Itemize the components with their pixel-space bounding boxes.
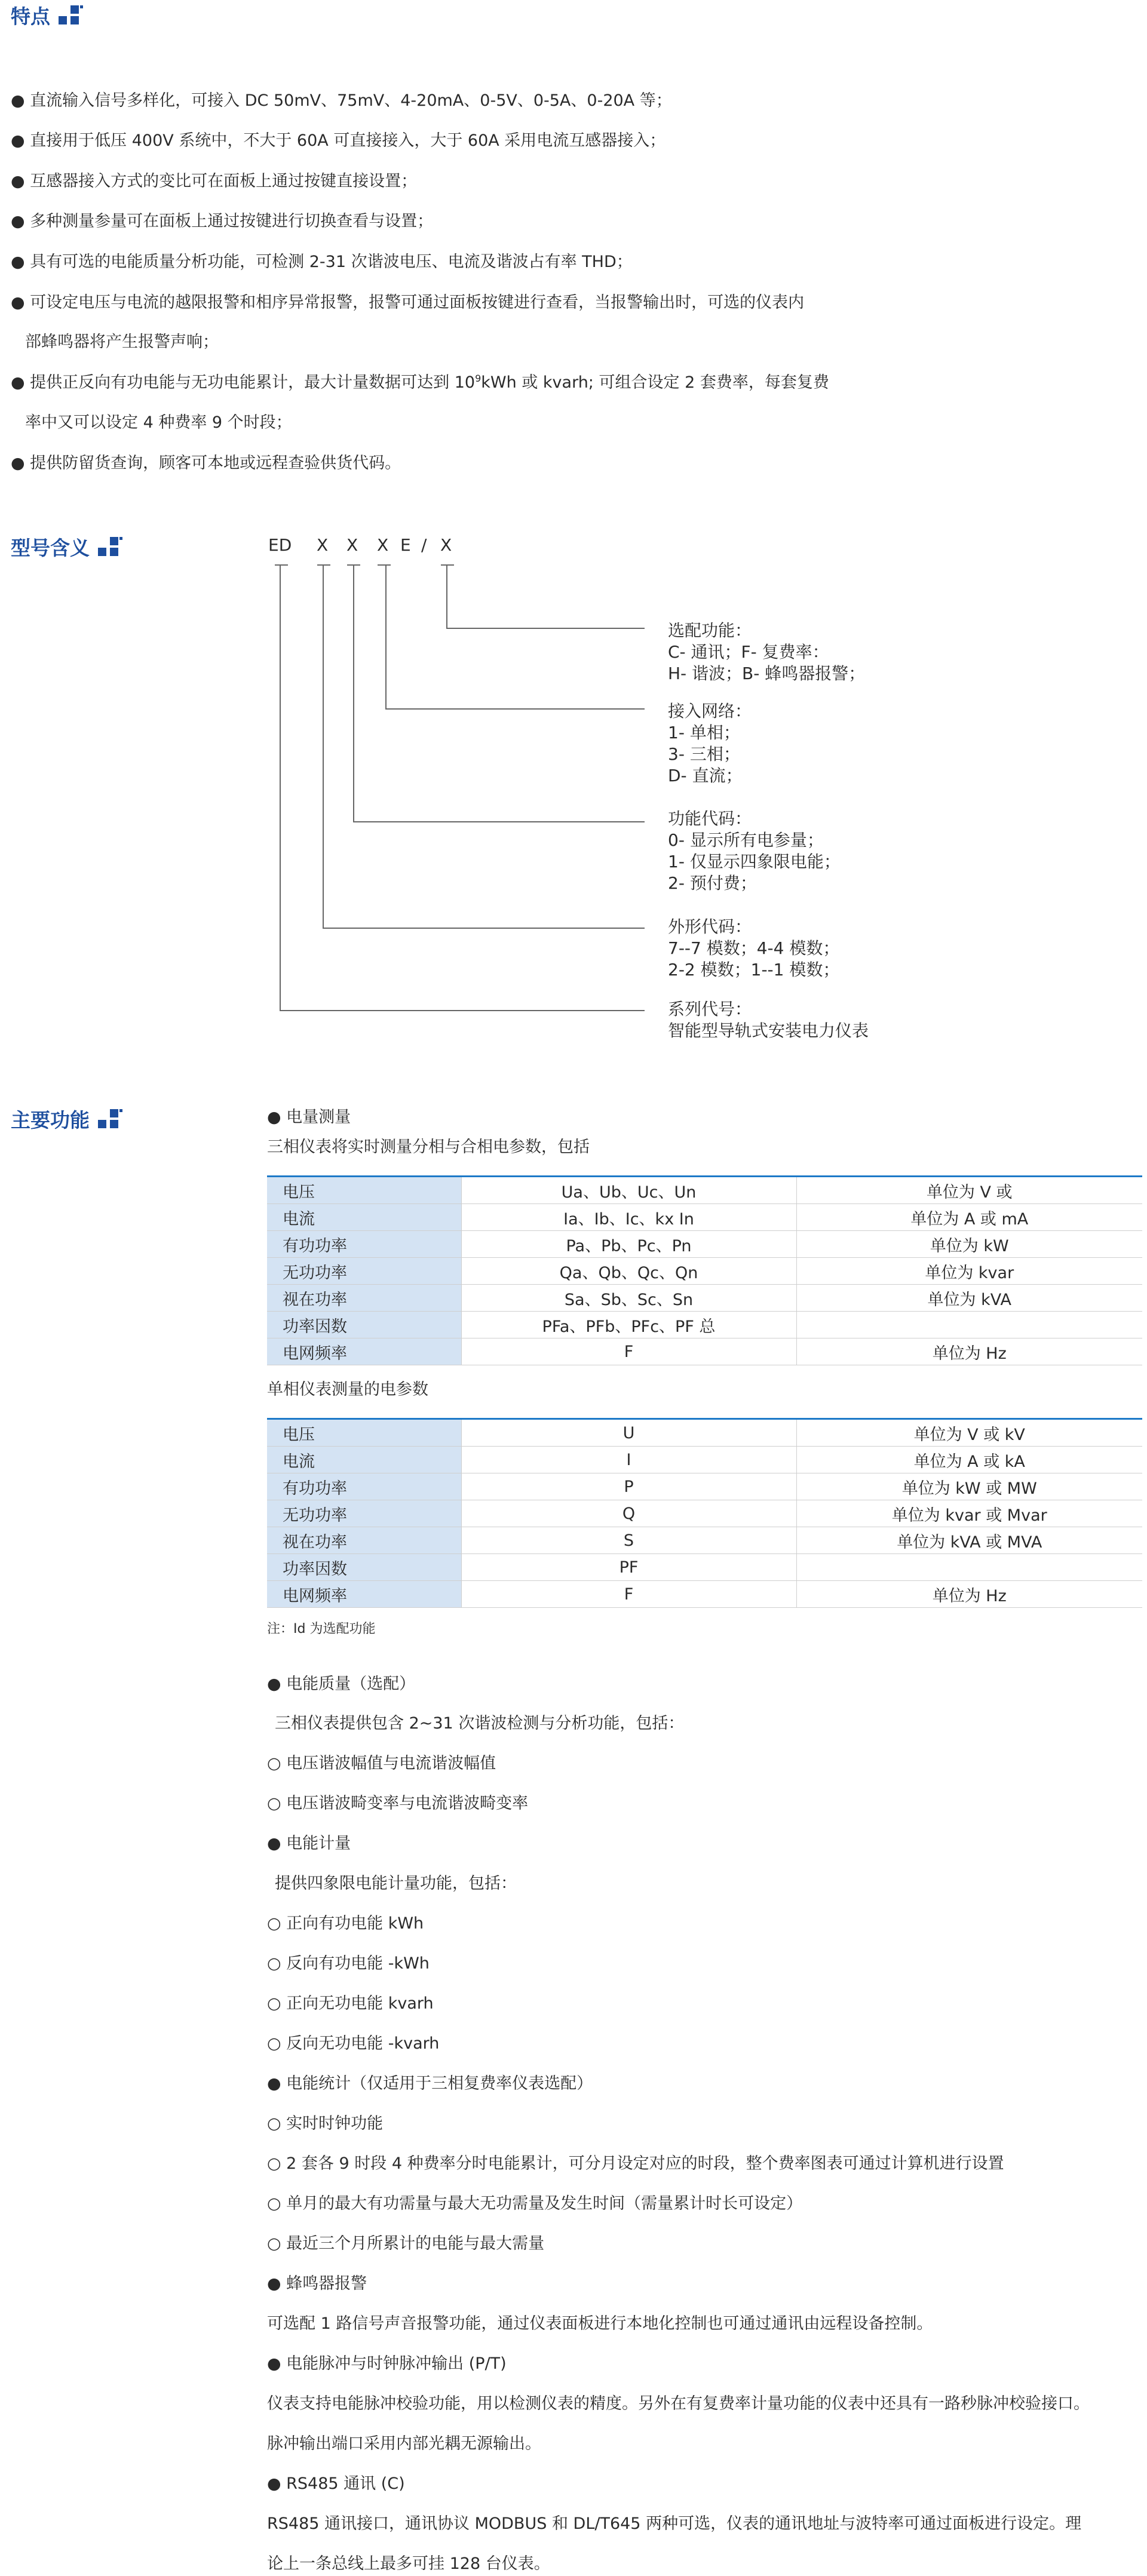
function-line: ○ 反向无功电能 -kvarh bbox=[267, 2034, 440, 2053]
table-row: 视在功率 S 单位为 kVA 或 MVA bbox=[267, 1527, 1142, 1554]
function-line: ● 电能质量（选配） bbox=[267, 1675, 416, 1693]
feature-item: ● 提供防留货查询，顾客可本地或远程查验供货代码。 bbox=[11, 454, 401, 472]
annotation-series-code: 系列代号： 智能型导轨式安装电力仪表 bbox=[668, 999, 869, 1040]
table-note: 注：Id 为选配功能 bbox=[267, 1622, 376, 1637]
annotation-shape-code: 外形代码： 7--7 模数；4-4 模数； 2-2 模数；1--1 模数； bbox=[668, 917, 840, 980]
table-row: 功率因数 PFa、PFb、PFc、PF 总 bbox=[267, 1312, 1142, 1338]
function-line: ○ 正向有功电能 kWh bbox=[267, 1914, 424, 1933]
features-title: 特点 bbox=[11, 1, 82, 29]
feature-item: ● 互感器接入方式的变比可在面板上通过按键直接设置； bbox=[11, 172, 418, 191]
feature-item: ● 提供正反向有功电能与无功电能累计，最大计量数据可达到 $10^9kWh$ 或 kvarh; 可组合设定 2 套费率，每套复费 bbox=[11, 373, 829, 392]
function-line: ○ 电压谐波幅值与电流谐波幅值 bbox=[267, 1754, 496, 1773]
single-phase-table bbox=[267, 1418, 1142, 1608]
annotation-options: 选配功能： C- 通讯；F- 复费率： H- 谐波；B- 蜂鸣器报警； bbox=[668, 621, 866, 683]
function-line: 仪表支持电能脉冲校验功能，用以检测仪表的精度。另外在有复费率计量功能的仪表中还具有一路秒脉冲校验接口。 bbox=[267, 2394, 1090, 2413]
function-line: ● 蜂鸣器报警 bbox=[267, 2274, 367, 2293]
feature-item: ● 可设定电压与电流的越限报警和相序异常报警，报警可通过面板按键进行查看，当报警输出时，可选的仪表内 bbox=[11, 293, 805, 312]
feature-item: ● 直流输入信号多样化，可接入 DC 50mV、75mV、4-20mA、0-5V、0-5A、0-20A 等； bbox=[11, 91, 672, 110]
function-line: ● 电能统计（仅适用于三相复费率仪表选配） bbox=[267, 2074, 593, 2093]
function-line: 三相仪表提供包含 2~31 次谐波检测与分析功能，包括： bbox=[275, 1714, 685, 1733]
function-line: ● 电能计量 bbox=[267, 1834, 351, 1853]
three-phase-desc: 三相仪表将实时测量分相与合相电参数，包括 bbox=[267, 1138, 590, 1156]
table-row: 视在功率 Sa、Sb、Sc、Sn 单位为 kVA bbox=[267, 1285, 1142, 1312]
table-row: 功率因数 PF bbox=[267, 1554, 1142, 1581]
table-row: 电压 U 单位为 V 或 kV bbox=[267, 1419, 1142, 1447]
feature-item-cont: 部蜂鸣器将产生报警声响； bbox=[25, 333, 219, 351]
function-line: ○ 正向无功电能 kvarh bbox=[267, 1994, 434, 2013]
function-line: ● 电能脉冲与时钟脉冲输出 (P/T) bbox=[267, 2354, 507, 2373]
function-line: ○ 单月的最大有功需量与最大无功需量及发生时间（需量累计时长可设定） bbox=[267, 2194, 803, 2213]
function-line: ○ 电压谐波畸变率与电流谐波畸变率 bbox=[267, 1794, 529, 1813]
single-phase-desc: 单相仪表测量的电参数 bbox=[267, 1380, 428, 1399]
function-line: ○ 2 套各 9 时段 4 种费率分时电能累计，可分月设定对应的时段，整个费率图表可通过计算机进行设置 bbox=[267, 2154, 1004, 2173]
function-line: ○ 最近三个月所累计的电能与最大需量 bbox=[267, 2234, 545, 2253]
table-row: 有功功率 P 单位为 kW 或 MW bbox=[267, 1473, 1142, 1500]
model-title: 型号含义 bbox=[11, 533, 122, 561]
function-line: 论上一条总线上最多可挂 128 台仪表。 bbox=[267, 2554, 550, 2573]
annotation-function-code: 功能代码： 0- 显示所有电参量； 1- 仅显示四象限电能； 2- 预付费； bbox=[668, 809, 841, 893]
function-line: 可选配 1 路信号声音报警功能，通过仪表面板进行本地化控制也可通过通讯由远程设备控制。 bbox=[267, 2314, 933, 2333]
table-row: 电流 Ia、Ib、Ic、kx In 单位为 A 或 mA bbox=[267, 1204, 1142, 1231]
three-phase-table bbox=[267, 1175, 1142, 1365]
function-line: ● RS485 通讯 (C) bbox=[267, 2474, 405, 2493]
feature-item: ● 多种测量参量可在面板上通过按键进行切换查看与设置； bbox=[11, 212, 434, 231]
feature-item-cont: 率中又可以设定 4 种费率 9 个时段； bbox=[25, 413, 292, 432]
table-row: 电流 I 单位为 A 或 kA bbox=[267, 1447, 1142, 1473]
feature-item: ● 具有可选的电能质量分析功能，可检测 2-31 次谐波电压、电流及谐波占有率 THD； bbox=[11, 253, 633, 271]
annotation-network: 接入网络： 1- 单相； 3- 三相； D- 直流； bbox=[668, 701, 752, 785]
section-squares-icon bbox=[59, 5, 82, 26]
table-row: 电压 Ua、Ub、Uc、Un 单位为 V 或 bbox=[267, 1177, 1142, 1204]
function-line: RS485 通讯接口，通讯协议 MODBUS 和 DL/T645 两种可选，仪表的通讯地址与波特率可通过面板进行设定。理 bbox=[267, 2514, 1082, 2533]
function-line: 提供四象限电能计量功能，包括： bbox=[275, 1874, 517, 1893]
function-line: ○ 实时时钟功能 bbox=[267, 2114, 384, 2133]
table-row: 无功功率 Q 单位为 kvar 或 Mvar bbox=[267, 1500, 1142, 1527]
measure-heading: ● 电量测量 bbox=[267, 1108, 351, 1126]
functions-title: 主要功能 bbox=[11, 1105, 122, 1133]
function-line: ○ 反向有功电能 -kWh bbox=[267, 1954, 430, 1973]
section-squares-icon bbox=[98, 537, 122, 557]
table-row: 电网频率 F 单位为 Hz bbox=[267, 1581, 1142, 1608]
section-squares-icon bbox=[98, 1109, 122, 1129]
function-line: 脉冲输出端口采用内部光耦无源输出。 bbox=[267, 2434, 541, 2453]
feature-item: ● 直接用于低压 400V 系统中，不大于 60A 可直接接入，大于 60A 采用电流互感器接入； bbox=[11, 131, 666, 150]
table-row: 电网频率 F 单位为 Hz bbox=[267, 1338, 1142, 1365]
table-row: 有功功率 Pa、Pb、Pc、Pn 单位为 kW bbox=[267, 1231, 1142, 1258]
table-row: 无功功率 Qa、Qb、Qc、Qn 单位为 kvar bbox=[267, 1258, 1142, 1285]
